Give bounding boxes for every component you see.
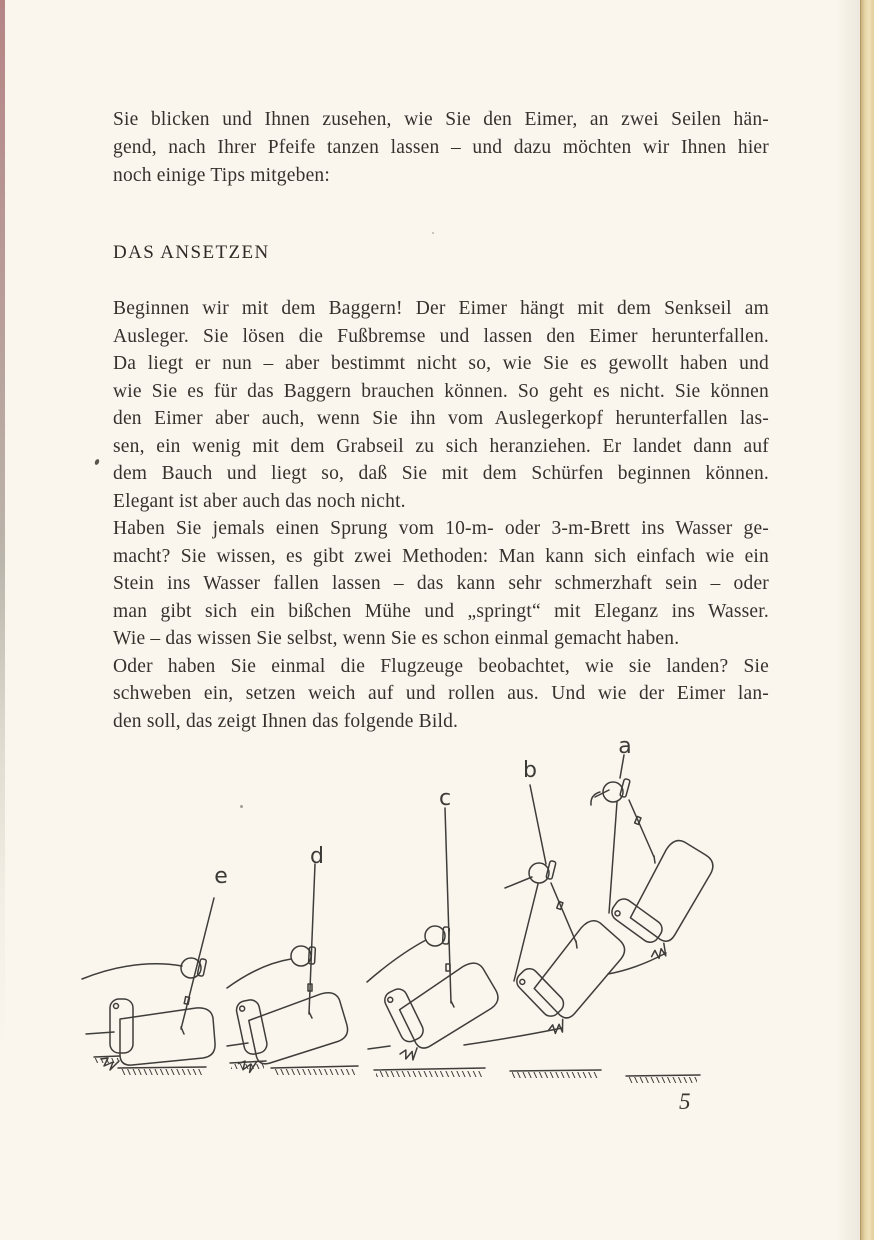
text-line: Da liegt er nun – aber bestimmt nicht so, wie Sie es gewollt haben und [113,353,769,374]
page-edge-left [0,0,5,1240]
text-line: Haben Sie jemals einen Sprung vom 10-m- oder 3-m-Brett ins Wasser ge- [113,518,769,539]
text-line: dem Bauch und liegt so, daß Sie mit dem Schürfen beginnen können. [113,463,769,484]
section-heading: DAS ANSETZEN [113,242,270,263]
text-line: Oder haben Sie einmal die Flugzeuge beobachtet, wie sie landen? Sie [113,655,769,677]
ink-speck [240,805,243,808]
text-line: Wie – das wissen Sie selbst, wenn Sie es schon einmal gemacht haben. [113,628,680,649]
text-line: Sie blicken und Ihnen zusehen, wie Sie den Eimer, an zwei Seilen hän- [113,109,769,130]
intro-paragraph [113,106,769,190]
page-number: 5 [679,1089,691,1114]
figure-label-b: b [523,758,537,783]
body-paragraph-2 [113,515,769,653]
text-line: Elegant ist aber auch das noch nicht. [113,490,406,512]
page-edge-shadow [835,0,861,1240]
text-line: noch einige Tips mitgeben: [113,165,330,186]
figure-e-bucket-landed [82,898,215,1075]
text-line: Ausleger. Sie lösen die Fußbremse und lassen den Eimer herunterfallen. [113,325,769,347]
figure-illustration [80,731,780,1098]
body-text [113,295,769,735]
text-line: Stein ins Wasser fallen lassen – das kann sehr schmerzhaft sein – oder [113,573,769,594]
text-line: sen, ein wenig mit dem Grabseil zu sich heranziehen. Er landet dann auf [113,435,769,457]
text-line: wie Sie es für das Baggern brauchen können. So geht es nicht. Sie können [113,380,769,402]
figure-a-bucket-hanging [591,755,728,1083]
page-edge-right [860,0,874,1240]
figure-label-a: a [618,734,632,759]
text-line: den Eimer aber auch, wenn Sie ihn vom Auslegerkopf herunterfallen las- [113,408,769,429]
text-line: Beginnen wir mit dem Baggern! Der Eimer hängt mit dem Senkseil am [113,298,769,319]
figure-c-bucket-touchdown [367,808,507,1077]
figure-label-e: e [214,864,228,889]
text-line: den soll, das zeigt Ihnen das folgende Bild. [113,710,459,732]
text-line: macht? Sie wissen, es gibt zwei Methoden: Man kann sich einfach wie ein [113,545,769,567]
ink-speck [432,232,434,234]
text-line: gend, nach Ihrer Pfeife tanzen lassen – und dazu möchten wir Ihnen hier [113,137,769,158]
figure-d-bucket-settling [226,864,358,1075]
body-paragraph-3 [113,653,769,736]
text-line: man gibt sich ein bißchen Mühe und „springt“ mit Eleganz ins Wasser. [113,600,769,622]
text-line: schweben ein, setzen weich auf und rollen aus. Und wie der Eimer lan- [113,683,769,704]
body-paragraph-1 [113,295,769,515]
ink-speck [94,458,100,465]
figure-label-c: c [438,786,452,811]
figure-label-d: d [310,844,324,869]
figure-b-bucket-swinging [464,785,638,1078]
